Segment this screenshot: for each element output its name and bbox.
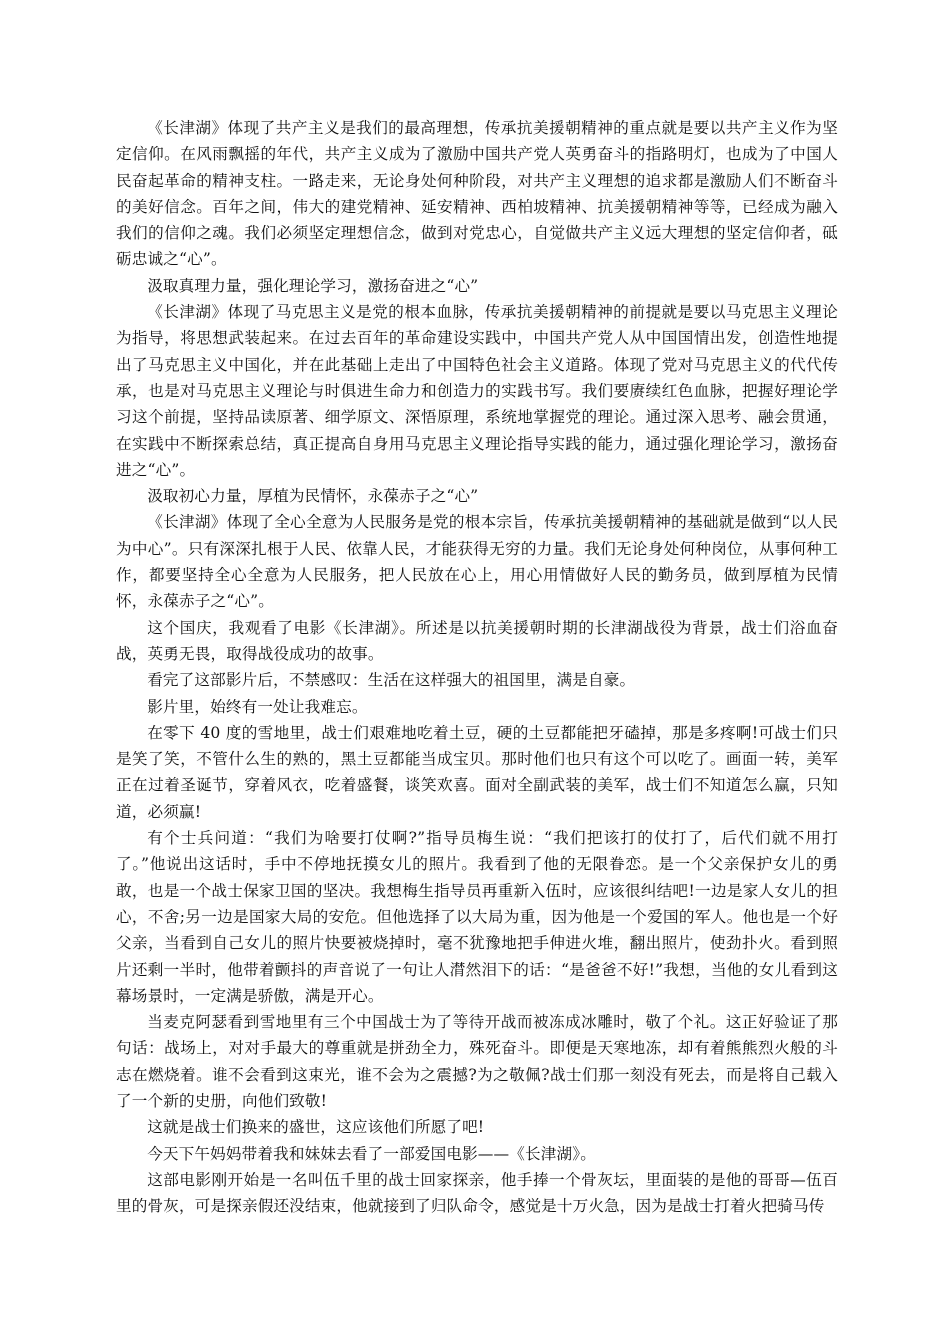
paragraph: 今天下午妈妈带着我和妹妹去看了一部爱国电影——《长津湖》。 xyxy=(147,1144,596,1163)
document-body xyxy=(116,115,838,1219)
paragraph: 在零下 40 度的雪地里，战士们艰难地吃着土豆，硬的土豆都能把牙磕掉，那是多疼啊!可战士们只是笑了笑，不管什么生的熟的，黑土豆都能当成宝贝。那时他们也只有这个可以吃了。画面一转，美军正在过着圣诞节，穿着风衣，吃着盛餐，谈笑欢喜。面对全副武装的美军，战士们不知道怎么赢，只知道，必须赢! xyxy=(116,723,838,821)
paragraph: 有个士兵问道：“我们为啥要打仗啊?”指导员梅生说：“我们把该打的仗打了，后代们就不用打了。”他说出这话时，手中不停地抚摸女儿的照片。我看到了他的无限眷恋。是一个父亲保护女儿的勇敢，也是一个战士保家卫国的坚决。我想梅生指导员再重新入伍时，应该很纠结吧!一边是家人女儿的担心，不舍;另一边是国家大局的安危。但他选择了以大局为重，因为他是一个爱国的军人。他也是一个好父亲，当看到自己女儿的照片快要被烧掉时，毫不犹豫地把手伸进火堆，翻出照片，使劲扑火。看到照片还剩一半时，他带着颤抖的声音说了一句让人潸然泪下的话：“是爸爸不好!”我想，当他的女儿看到这幕场景时，一定满是骄傲，满是开心。 xyxy=(116,829,838,1005)
paragraph: 这部电影刚开始是一名叫伍千里的战士回家探亲，他手捧一个骨灰坛，里面装的是他的哥哥—伍百里的骨灰，可是探亲假还没结束，他就接到了归队命令，感觉是十万火急，因为是战士打着火把骑马传 xyxy=(116,1170,838,1216)
paragraph: 这就是战士们换来的盛世，这应该他们所愿了吧! xyxy=(147,1118,485,1137)
paragraph: 看完了这部影片后，不禁感叹：生活在这样强大的祖国里，满是自豪。 xyxy=(147,671,636,690)
paragraph: 这个国庆，我观看了电影《长津湖》。所述是以抗美援朝时期的长津湖战役为背景，战士们浴血奋战，英勇无畏，取得战役成功的故事。 xyxy=(116,618,838,663)
section-heading: 汲取真理力量，强化理论学习，激扬奋进之“心” xyxy=(147,276,479,295)
paragraph: 《长津湖》体现了共产主义是我们的最高理想，传承抗美援朝精神的重点就是要以共产主义作为坚定信仰。在风雨飘摇的年代，共产主义成为了激励中国共产党人英勇奋斗的指路明灯，也成为了中国人民奋起革命的精神支柱。一路走来，无论身处何种阶段，对共产主义理想的追求都是激励人们不断奋斗的美好信念。百年之间，伟大的建党精神、延安精神、西柏坡精神、抗美援朝精神等等，已经成为融入我们的信仰之魂。我们必须坚定理想信念，做到对党忠心，自觉做共产主义远大理想的坚定信仰者，砥砺忠诚之“心”。 xyxy=(116,119,838,269)
paragraph: 影片里，始终有一处让我难忘。 xyxy=(147,697,368,716)
paragraph: 《长津湖》体现了全心全意为人民服务是党的根本宗旨，传承抗美援朝精神的基础就是做到“以人民为中心”。只有深深扎根于人民、依靠人民，才能获得无穷的力量。我们无论身处何种岗位，从事何种工作，都要坚持全心全意为人民服务，把人民放在心上，用心用情做好人民的勤务员，做到厚植为民情怀，永葆赤子之“心”。 xyxy=(116,513,838,611)
paragraph: 《长津湖》体现了马克思主义是党的根本血脉，传承抗美援朝精神的前提就是要以马克思主义理论为指导，将思想武装起来。在过去百年的革命建设实践中，中国共产党人从中国国情出发，创造性地提出了马克思主义中国化，并在此基础上走出了中国特色社会主义道路。体现了党对马克思主义的代代传承，也是对马克思主义理论与时俱进生命力和创造力的实践书写。我们要赓续红色血脉，把握好理论学习这个前提，坚持品读原著、细学原文、深悟原理，系统地掌握党的理论。通过深入思考、融会贯通，在实践中不断探索总结，真正提高自身用马克思主义理论指导实践的能力，通过强化理论学习，激扬奋进之“心”。 xyxy=(116,303,838,479)
section-heading: 汲取初心力量，厚植为民情怀，永葆赤子之“心” xyxy=(147,487,479,506)
paragraph: 当麦克阿瑟看到雪地里有三个中国战士为了等待开战而被冻成冰雕时，敬了个礼。这正好验证了那句话：战场上，对对手最大的尊重就是拼劲全力，殊死奋斗。即便是天寒地冻，却有着熊熊烈火般的斗志在燃烧着。谁不会看到这束光，谁不会为之震撼?为之敬佩?战士们那一刻没有死去，而是将自己载入了一个新的史册，向他们致敬! xyxy=(116,1013,838,1110)
